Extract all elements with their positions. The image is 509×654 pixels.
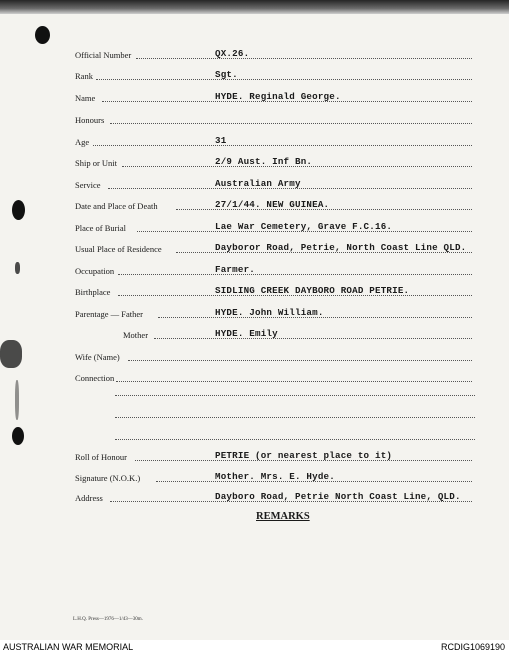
field-rank [0,67,509,83]
field-label: Name [75,93,96,103]
connection-continuation-line [115,417,475,418]
field-value: Australian Army [215,178,301,189]
dotted-line [118,274,472,275]
field-label: Connection [75,373,115,383]
field-value: Mother. Mrs. E. Hyde. [215,471,335,482]
field-value: Farmer. [215,264,255,275]
footer-record-id: RCDIG1069190 [440,642,505,652]
field-value: 27/1/44. NEW GUINEA. [215,199,330,210]
field-mother [0,326,509,342]
field-value: 31 [215,135,227,146]
field-label: Birthplace [75,287,111,297]
field-label: Mother [123,330,149,340]
field-roll-of-honour [0,448,509,464]
field-value: SIDLING CREEK DAYBORO ROAD PETRIE. [215,285,410,296]
field-usual-residence [0,240,509,256]
field-label: Age [75,137,90,147]
connection-continuation-line [115,439,475,440]
field-label: Rank [75,71,93,81]
field-label: Roll of Honour [75,452,127,462]
field-official-number [0,46,509,62]
field-label: Date and Place of Death [75,201,158,211]
dotted-line [110,123,472,124]
field-label: Signature (N.O.K.) [75,473,141,483]
field-value: Lae War Cemetery, Grave F.C.16. [215,221,393,232]
dotted-line [116,381,472,382]
field-value: Dayboro Road, Petrie North Coast Line, QLD. [215,491,461,502]
field-parentage-father [0,305,509,321]
field-occupation [0,262,509,278]
dotted-line [96,79,472,80]
dotted-line [136,58,472,59]
field-value: Sgt. [215,69,238,80]
field-birthplace [0,283,509,299]
scan-top-edge [0,0,509,14]
dotted-line [154,338,472,339]
field-ship-or-unit [0,154,509,170]
field-date-place-of-death [0,197,509,213]
field-value: HYDE. Emily [215,328,278,339]
field-label: Official Number [75,50,132,60]
field-label: Wife (Name) [75,352,120,362]
punch-hole-bottom [12,427,24,445]
field-value: HYDE. Reginald George. [215,91,341,102]
field-place-of-burial [0,219,509,235]
field-label: Honours [75,115,105,125]
dotted-line [93,145,472,146]
field-value: HYDE. John William. [215,307,324,318]
field-value: Dayboror Road, Petrie, North Coast Line QLD. [215,242,467,253]
footer-institution: AUSTRALIAN WAR MEMORIAL [3,642,134,652]
field-value: PETRIE (or nearest place to it) [215,450,393,461]
punch-hole-top [35,26,50,44]
field-service [0,176,509,192]
field-signature [0,469,509,485]
field-label: Parentage — Father [75,309,143,319]
dotted-line [128,360,472,361]
field-label: Ship or Unit [75,158,118,168]
field-label: Address [75,493,103,503]
remarks-heading: REMARKS [256,511,310,522]
field-address [0,489,509,505]
field-value: 2/9 Aust. Inf Bn. [215,156,313,167]
field-label: Place of Burial [75,223,126,233]
field-connection [0,369,509,385]
field-wife-name [0,348,509,364]
field-name [0,89,509,105]
scan-smudge [15,380,19,420]
field-honours [0,111,509,127]
field-label: Occupation [75,266,115,276]
field-label: Service [75,180,101,190]
field-value: QX.26. [215,48,250,59]
archive-footer [0,641,509,654]
field-age [0,133,509,149]
printer-imprint: L.H.Q. Press—1976—1/43—30m. [73,617,143,622]
connection-continuation-line [115,395,475,396]
field-label: Usual Place of Residence [75,244,162,254]
